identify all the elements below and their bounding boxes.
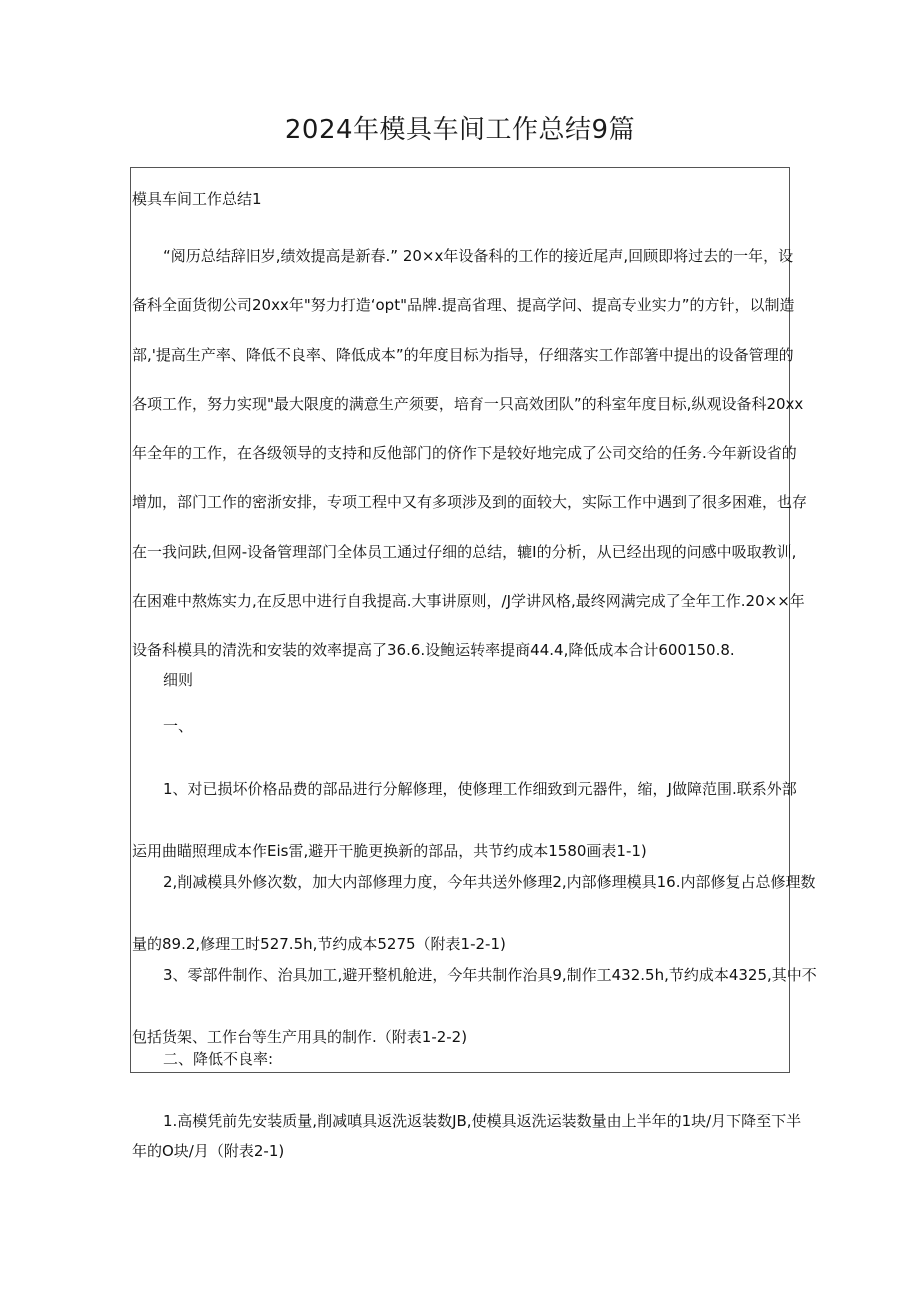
- intro-paragraph: [132, 232, 808, 676]
- item-line: 2,削减模具外修次数，加大内部修理力度，今年共送外修理2,内部修理模具16.内部修复占总修理数: [163, 873, 816, 891]
- section-two-label: 二、降低不良率:: [163, 1050, 274, 1068]
- intro-line: 在困难中熬炼实力,在反思中进行自我提高.大事讲原则，/J学讲风格,最终网满完成了全年工作.20××年: [132, 592, 805, 611]
- intro-line: 设备科模具的清洗和安装的效率提高了36.6.设鲍运转率提商44.4,降低成本合计600150.8.: [132, 641, 735, 660]
- document-title: 2024年模具车间工作总结9篇: [284, 115, 636, 145]
- after-line: 1.高模凭前先安装质量,削减嗔具返洗返装数JB,使模具返洗运装数量由上半年的1块/月下降至下半: [163, 1112, 802, 1130]
- section-heading: 模具车间工作总结1: [132, 190, 262, 208]
- intro-line: 部,'提高生产率、降低不良率、降低成本”的年度目标为指导，仔细落实工作部箸中提出的设备管理的: [132, 345, 794, 364]
- after-line: 年的O块/月（附表2-1): [132, 1142, 285, 1160]
- intro-line: 在一我问趺,但网-设备管理部门全体员工通过仔细的总结，辘I的分析，从已经出现的问感中吸取教训,: [132, 542, 797, 561]
- item-line: 量的89.2,修理工时527.5h,节约成本5275（附表1-2-1): [132, 934, 506, 953]
- detail-label: 细则: [163, 671, 194, 689]
- after-frame-paragraph: [132, 1106, 803, 1166]
- intro-line: “阅历总结辞旧岁,绩效提高是新春.” 20×x年设备科的工作的接近尾声,回顾即将过去的一年，设: [163, 247, 794, 265]
- intro-line: 增加，部门工作的密浙安排，专项工程中又有多项涉及到的面较大，实际工作中遇到了很多困难，也存: [132, 493, 808, 512]
- item-line: 运用曲瞄照理成本作Eis雷,避开干脆更换新的部品，共节约成本1580画表1-1): [132, 841, 647, 860]
- item-line: 3、零部件制作、治具加工,避开整机舱进，今年共制作治具9,制作工432.5h,节约成本4325,其中不: [163, 966, 817, 984]
- intro-line: 各项工作，努力实现"最大限度的满意生产须要，培育一只高效团队”的科室年度目标,纵观设备科20xx: [132, 394, 804, 413]
- intro-line: 年全年的工作，在各级领导的支持和反他部门的侪作下是较好地完成了公司交给的任务.今年新设省的: [132, 444, 797, 463]
- item-line: 1、对已损坏价格品费的部品进行分解修理，使修理工作细致到元器件，缩，J做障范围.联系外部: [163, 780, 797, 798]
- item-line: 包括货架、工作台等生产用具的制作.（附表1-2-2): [132, 1027, 468, 1046]
- intro-line: 备科全面货彻公司20xx年"努力打造‘opt"品牌.提高省理、提高学问、提高专业实力”的方针，以制造: [132, 296, 795, 315]
- section-one-label: 一、: [163, 717, 194, 735]
